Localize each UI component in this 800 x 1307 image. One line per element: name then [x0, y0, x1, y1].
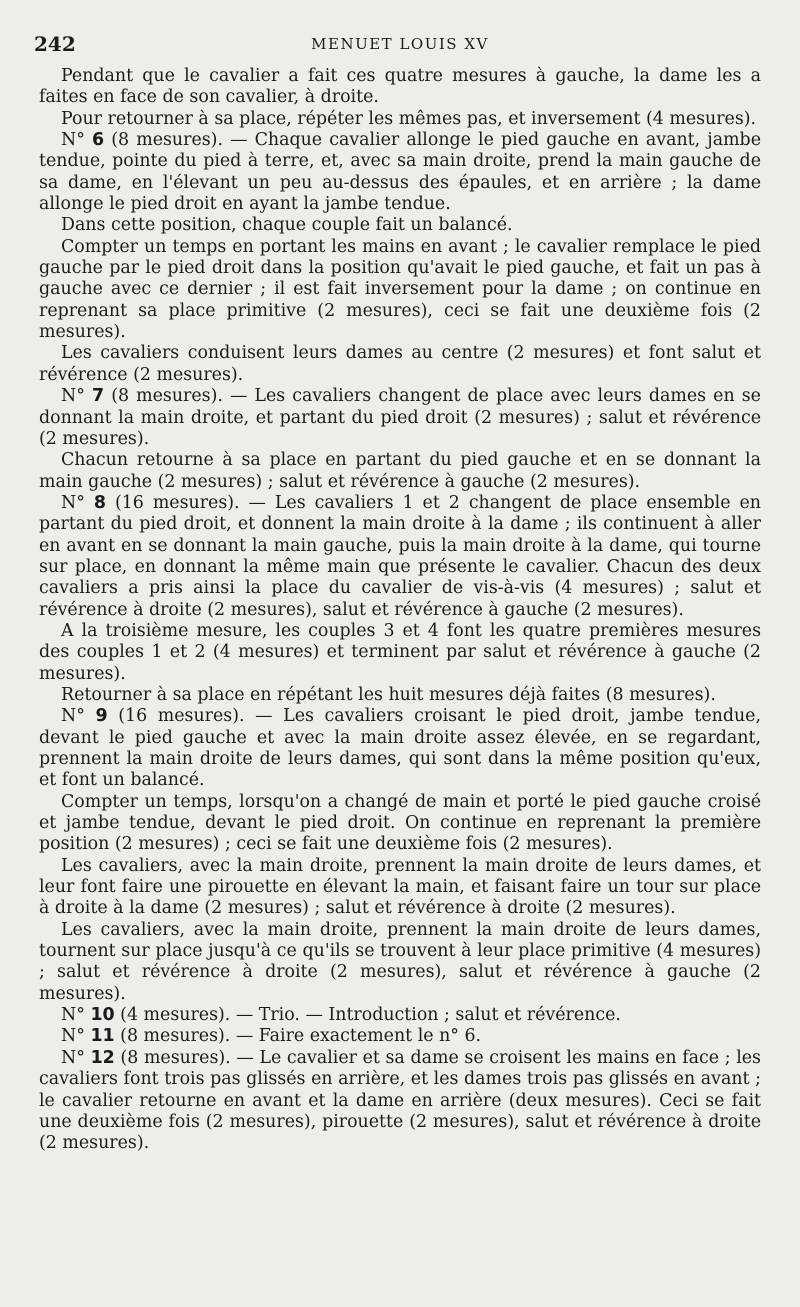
section-label: N°	[61, 1005, 91, 1026]
paragraph	[39, 1048, 761, 1155]
section-label: N°	[61, 706, 96, 727]
section-number: 6	[92, 130, 105, 151]
paragraph-text: (8 mesures). — Les cavaliers changent de place avec leurs dames en se donnant la main droite, et partant du pied droit (2 mesures) ; salut et révérence (2 mesures).	[39, 386, 761, 449]
section-label: N°	[61, 386, 92, 407]
section-number: 8	[93, 492, 106, 513]
section-number: 10	[90, 1005, 115, 1026]
section-label: N°	[61, 130, 93, 151]
section-label: N°	[61, 492, 94, 513]
paragraph	[39, 856, 761, 920]
section-label: N°	[61, 1026, 91, 1047]
paragraph-text: Chacun retourne à sa place en partant du pied gauche et en se donnant la main gauche (2 mesures) ; salut et révérence à gauche (2 mesures).	[39, 450, 761, 492]
paragraph-text: (16 mesures). — Les cavaliers 1 et 2 changent de place ensemble en partant du pied droit, et donnent la main droite à la dame ; ils continuent à aller en avant en se donnant la main gauche, puis la main droite à la dame, qui tourne sur place, en donnant la même main que présente le cavalier. Chacun des deux cavaliers a pris ainsi la place du cavalier de vis-à-vis (4 mesures) ; salut et révérence à droite (2 mesures), salut et révérence à gauche (2 mesures).	[39, 492, 761, 620]
paragraph-text: Les cavaliers, avec la main droite, prennent la main droite de leurs dames, et leur font faire une pirouette en élevant la main, et faisant faire un tour sur place à droite à la dame (2 mesures) ; salut et révérence à droite (2 mesures).	[39, 855, 761, 919]
paragraph	[39, 450, 761, 493]
paragraph	[39, 66, 761, 109]
page-header	[34, 30, 766, 56]
section-number: 12	[90, 1047, 115, 1068]
paragraph-text: Compter un temps en portant les mains en avant ; le cavalier remplace le pied gauche par le pied droit dans la position qu'avait le pied gauche, et fait un pas à gauche avec ce dernier ; il est fait inversement pour la dame ; on continue en reprenant sa place primitive (2 mesures), ceci se fait une deuxième fois (2 mesures).	[39, 236, 761, 343]
paragraph-text: Les cavaliers conduisent leurs dames au centre (2 mesures) et font salut et révérence (2 mesures).	[39, 343, 761, 385]
paragraph	[39, 685, 761, 706]
paragraph	[39, 493, 761, 621]
paragraph	[39, 1005, 761, 1026]
paragraph-text: Dans cette position, chaque couple fait un balancé.	[61, 215, 513, 236]
paragraph-text: Pendant que le cavalier a fait ces quatre mesures à gauche, la dame les a faites en face de son cavalier, à droite.	[39, 66, 761, 108]
section-number: 9	[95, 706, 108, 727]
paragraph	[39, 792, 761, 856]
paragraph	[39, 706, 761, 791]
paragraph-text: A la troisième mesure, les couples 3 et 4 font les quatre premières mesures des couples 1 et 2 (4 mesures) et terminent par salut et révérence à gauche (2 mesures).	[39, 620, 761, 684]
paragraph	[39, 215, 761, 236]
paragraph	[39, 343, 761, 386]
paragraph-text: (8 mesures). — Faire exactement le n° 6.	[114, 1026, 482, 1047]
paragraph-text: Les cavaliers, avec la main droite, prennent la main droite de leurs dames, tournent sur place jusqu'à ce qu'ils se trouvent à leur place primitive (4 mesures) ; salut et révérence à droite (2 mesures), salut et révérence à gauche (2 mesures).	[39, 919, 761, 1004]
section-number: 11	[90, 1026, 115, 1047]
section-label: N°	[61, 1047, 91, 1068]
paragraph	[39, 237, 761, 344]
paragraph	[39, 109, 761, 130]
paragraph	[39, 920, 761, 1005]
section-number: 7	[92, 386, 105, 407]
paragraph-text: (16 mesures). — Les cavaliers croisant le pied droit, jambe tendue, devant le pied gauche et avec la main droite assez élevée, en se regardant, prennent la main droite de leurs dames, qui sont dans la même position qu'eux, et font un balancé.	[39, 706, 761, 791]
paragraph-text: Pour retourner à sa place, répéter les mêmes pas, et inversement (4 mesures).	[61, 108, 757, 129]
paragraph	[39, 386, 761, 450]
paragraph-text: (4 mesures). — Trio. — Introduction ; salut et révérence.	[114, 1005, 621, 1026]
paragraph-text: (8 mesures). — Chaque cavalier allonge le pied gauche en avant, jambe tendue, pointe du pied à terre, et, avec sa main droite, prend la main gauche de sa dame, en l'élevant un peu au-dessus des épaules, et en arrière ; la dame allonge le pied droit en ayant la jambe tendue.	[39, 130, 761, 215]
paragraph	[39, 1026, 761, 1047]
paragraph-text: Retourner à sa place en répétant les huit mesures déjà faites (8 mesures).	[61, 684, 716, 705]
body-text	[39, 66, 761, 1155]
paragraph	[39, 130, 761, 215]
page-number: 242	[34, 32, 76, 56]
paragraph-text: (8 mesures). — Le cavalier et sa dame se croisent les mains en face ; les cavaliers font trois pas glissés en arrière, et les dames trois pas glissés en avant ; le cavalier retourne en avant et la dame en arrière (deux mesures). Ceci se fait une deuxième fois (2 mesures), pirouette (2 mesures), salut et révérence à droite (2 mesures).	[39, 1047, 761, 1154]
paragraph-text: Compter un temps, lorsqu'on a changé de main et porté le pied gauche croisé et jambe tendue, devant le pied droit. On continue en reprenant la première position (2 mesures) ; ceci se fait une deuxième fois (2 mesures).	[39, 791, 761, 855]
running-title: MENUET LOUIS XV	[311, 35, 489, 53]
paragraph	[39, 621, 761, 685]
